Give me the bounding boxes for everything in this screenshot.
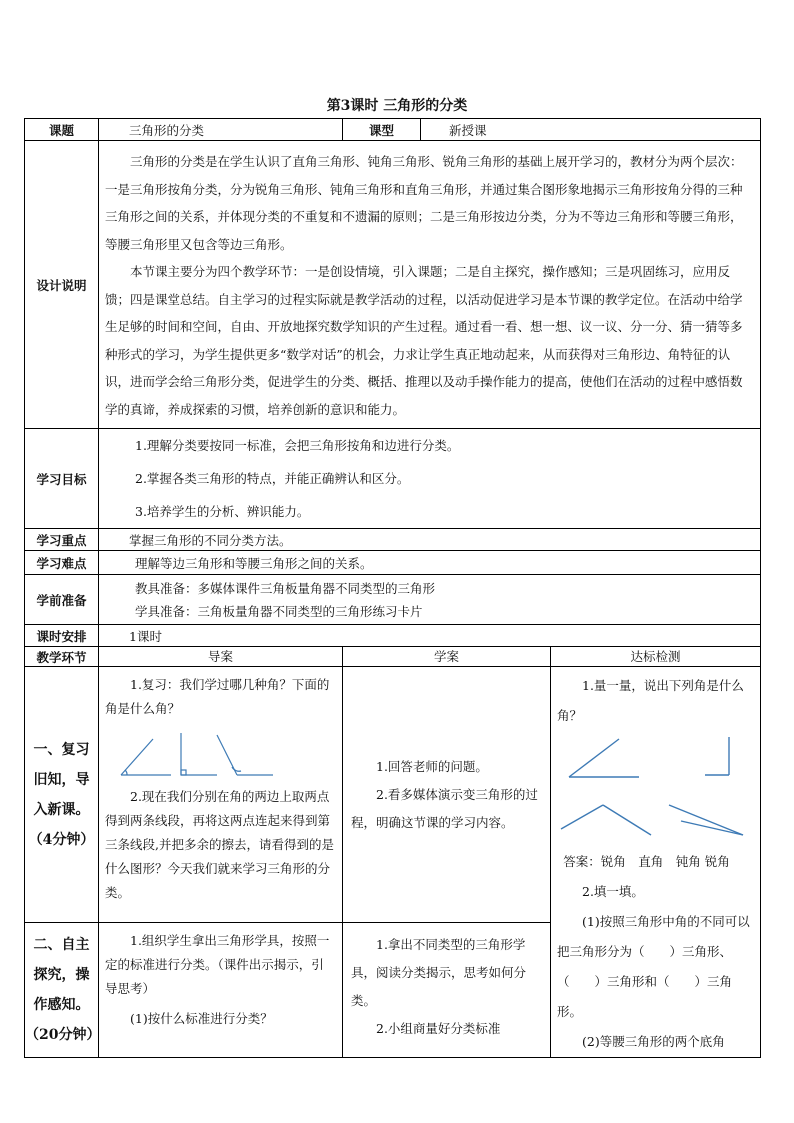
section-1-row [25,667,761,923]
s1-learn-watch: 2.看多媒体演示变三角形的过程，明确这节课的学习内容。 [351,786,538,830]
row-difficulty [25,551,761,575]
col-guide: 导案 [99,647,343,667]
teacher-prep: 教具准备：多媒体课件三角板量角器不同类型的三角形 [135,581,436,596]
angles-figure [115,727,295,783]
design-paragraph-2: 本节课主要分为四个教学环节：一是创设情境，引入课题；二是自主探究，操作感知；三是巩固练习，应用反馈；四是课堂总结。自主学习的过程实际就是教学活动的过程，以活动促进学习是本节课的教学定位。在活动中给学生足够的时间和空间，自由、开放地探究数学知识的产生过程。通过看一看、想一想、议一议、分一分、猜一猜等多种形式的学习，为学生提供更多“数学对话”的机会，力求让学生真正地动起来，从而获得对三角形边、角特征的认识，进而学会给三角形分类，促进学生的分类、概括、推理以及动手操作能力的提高，使他们在活动的过程中感悟数学的真谛，养成探索的习惯，培养创新的意识和能力。 [105,264,743,417]
check-column [551,667,761,1058]
section-2-step: 二、自主 探究，操 作感知。 （20分钟） [25,923,99,1058]
goal-item: 1.理解分类要按同一标准，会把三角形按角和边进行分类。 [135,438,460,453]
s2-guide-question: (1)按什么标准进行分类？ [130,1011,273,1027]
s1-guide-review: 1.复习：我们学过哪几种角？下面的角是什么角？ [105,677,330,716]
s2-learn-materials: 1.拿出不同类型的三角形学具，阅读分类揭示，思考如何分类。 [351,937,527,1009]
check-answer: 答案：锐角 直角 钝角 锐角 [563,854,730,869]
row-prep [25,575,761,625]
section-1-step: 一、复习 旧知，导 入新课。 （4分钟） [25,667,99,923]
check-q2: 2.填一填。 [582,884,644,899]
col-step: 教学环节 [25,647,99,667]
check-q1: 1.量一量，说出下列角是什么角？ [557,678,744,723]
s2-learn-discuss: 2.小组商量好分类标准 [376,1021,501,1037]
row-topic [25,119,761,141]
goals-label: 学习目标 [25,429,99,529]
row-schedule [25,625,761,647]
s1-learn-answer: 1.回答老师的问题。 [376,758,488,774]
row-focus [25,529,761,551]
difficulty-value: 理解等边三角形和等腰三角形之间的关系。 [99,551,761,575]
col-learn: 学案 [343,647,551,667]
student-prep: 学具准备：三角板量角器不同类型的三角形练习卡片 [135,604,423,619]
difficulty-label: 学习难点 [25,551,99,575]
s1-guide-construct: 2.现在我们分别在角的两边上取两点得到两条线段，再将这两点连起来得到第三条线段,并把多余的擦去，请看得到的是什么图形？今天我们就来学习三角形的分类。 [105,789,334,900]
focus-label: 学习重点 [25,529,99,551]
lesson-plan-table [24,118,761,1058]
design-label: 设计说明 [25,141,99,429]
schedule-value: 1课时 [99,625,761,647]
s2-guide-organize: 1.组织学生拿出三角形学具，按照一定的标准进行分类。（课件出示揭示，引导思考） [105,933,330,997]
design-paragraph-1: 三角形的分类是在学生认识了直角三角形、钝角三角形、锐角三角形的基础上展开学习的，教材分为两个层次：一是三角形按角分类，分为锐角三角形、钝角三角形和直角三角形，并通过集合图形象地揭示三角形按角分得的三种三角形之间的关系，并体现分类的不重复和不遗漏的原则；二是三角形按边分类，分为不等边三角形和等腰三角形，等腰三角形里又包含等边三角形。 [105,154,743,252]
focus-value: 掌握三角形的不同分类方法。 [99,529,761,551]
goal-item: 3.培养学生的分析、辨识能力。 [135,504,310,519]
schedule-label: 课时安排 [25,625,99,647]
check-angles-figure [557,733,755,843]
topic-value: 三角形的分类 [99,119,343,141]
column-header-row [25,647,761,667]
lesson-type-value: 新授课 [421,119,761,141]
check-q2-2: (2)等腰三角形的两个底角 [582,1034,725,1049]
lesson-type-label: 课型 [343,119,421,141]
col-check: 达标检测 [551,647,761,667]
goal-item: 2.掌握各类三角形的特点，并能正确辨认和区分。 [135,471,410,486]
prep-label: 学前准备 [25,575,99,625]
row-design [25,141,761,429]
topic-label: 课题 [25,119,99,141]
check-q2-1: (1)按照三角形中角的不同可以把三角形分为（ ）三角形、（ ）三角形和（ ）三角形。 [557,914,750,1019]
row-goals [25,429,761,529]
page-title: 第3课时 三角形的分类 [326,98,468,114]
